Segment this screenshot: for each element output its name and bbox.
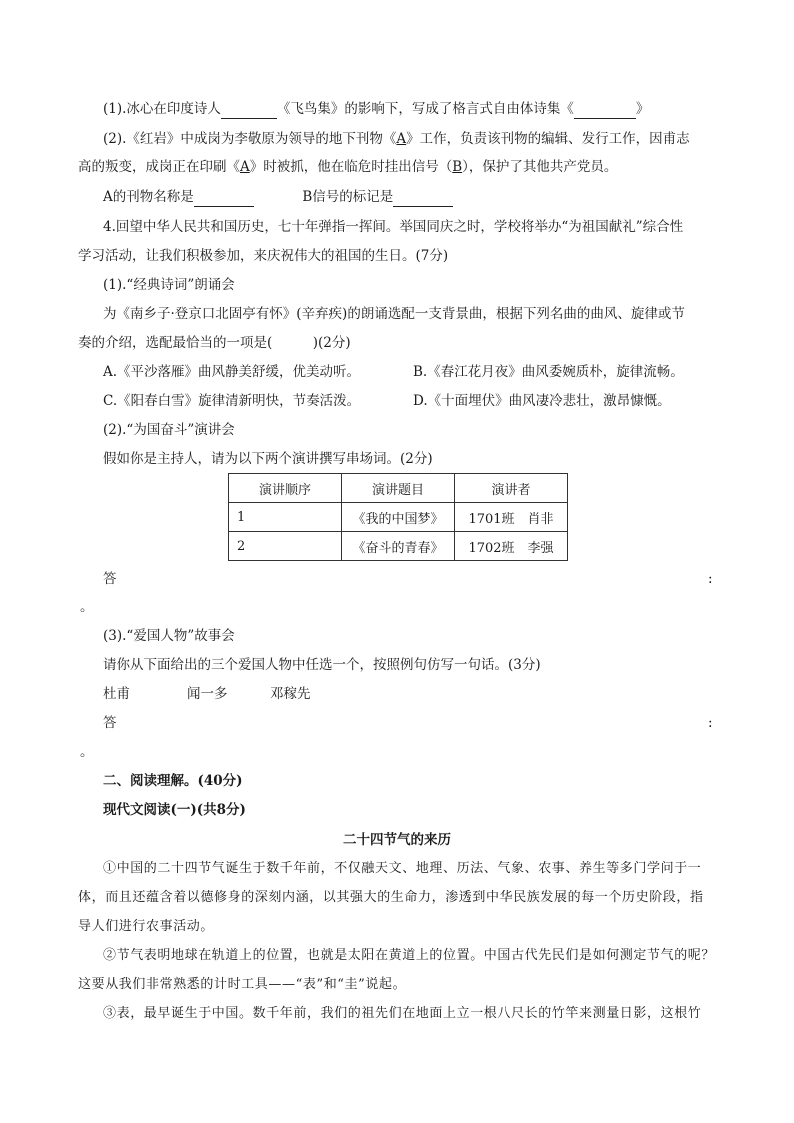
- table-row: [229, 532, 568, 561]
- q3-line-1: (1).冰心在印度诗人 《飞鸟集》的影响下，写成了格言式自由体诗集《 》: [103, 101, 650, 117]
- paragraph-1-line-1: ①中国的二十四节气诞生于数千年前，不仅融天文、地理、历法、气象、农事、养生等多门学问于一: [103, 861, 702, 876]
- answer-colon-1: :: [708, 571, 713, 587]
- paragraph-1-line-2: 体，而且还蕴含着以德修身的深刻内涵，以其强大的生命力，渗透到中华民族发展的每一个历史阶段，指: [78, 890, 704, 905]
- article-title: 二十四节气的来历: [343, 832, 451, 848]
- table-cell: 《奋斗的青春》: [342, 532, 455, 561]
- person-deng-jiaxian: 邓稼先: [270, 686, 311, 702]
- table-header: 演讲顺序: [229, 474, 342, 503]
- paragraph-2-line-2: 这要从我们非常熟悉的计时工具——“表”和“圭”说起。: [78, 977, 407, 992]
- q4-sub2-text: 假如你是主持人，请为以下两个演讲撰写串场词。(2分): [103, 451, 433, 467]
- paragraph-3-line-1: ③表，最早诞生于中国。数千年前，我们的祖先们在地面上立一根八尺长的竹竿来测量日影，这根竹: [103, 1006, 702, 1021]
- option-c[interactable]: C.《阳春白雪》旋律清新明快，节奏活泼。: [103, 393, 361, 409]
- blank-collection[interactable]: [574, 100, 636, 119]
- option-d[interactable]: D.《十面埋伏》曲风凄冷悲壮，激昂慷慨。: [413, 393, 671, 409]
- mark-a: A: [396, 131, 407, 147]
- option-b[interactable]: B.《春江花月夜》曲风委婉质朴，旋律流畅。: [413, 364, 684, 380]
- option-a[interactable]: A.《平沙落雁》曲风静美舒缓，优美动听。: [103, 364, 361, 380]
- table-cell: 1702班 李强: [455, 532, 568, 561]
- answer-period-1: 。: [80, 599, 94, 615]
- q4-sub1-text-2: 奏的介绍，选配最恰当的一项是( )(2分): [78, 335, 351, 351]
- q4-sub1-title: (1).“经典诗词”朗诵会: [103, 277, 235, 293]
- speech-table: [228, 473, 568, 561]
- paragraph-2-line-1: ②节气表明地球在轨道上的位置，也就是太阳在黄道上的位置。中国古代先民们是如何测定节气的呢？: [103, 948, 716, 963]
- table-header-row: [229, 474, 568, 503]
- q4-sub2-title: (2).“为国奋斗”演讲会: [103, 422, 235, 438]
- blank-poet[interactable]: [221, 100, 277, 119]
- blank-journal-name[interactable]: [194, 188, 254, 207]
- blank-signal-mark[interactable]: [393, 188, 453, 207]
- paragraph-1-line-3: 导人们进行农事活动。: [78, 919, 215, 934]
- q3-line-4: A的刊物名称是 B信号的标记是: [103, 188, 453, 207]
- mark-b: B: [452, 159, 463, 175]
- table-header: 演讲题目: [342, 474, 455, 503]
- table-cell: 1701班 肖非: [455, 503, 568, 532]
- person-wen-yiduo: 闻一多: [187, 686, 228, 702]
- table-cell: 《我的中国梦》: [342, 503, 455, 532]
- q4-sub3-title: (3).“爱国人物”故事会: [103, 628, 235, 644]
- section-subtitle: 现代文阅读(一)(共8分): [103, 802, 246, 818]
- q4-sub3-text: 请你从下面给出的三个爱国人物中任选一个，按照例句仿写一句话。(3分): [103, 657, 541, 673]
- answer-colon-2: :: [708, 715, 713, 731]
- answer-period-2: 。: [80, 744, 94, 760]
- q3-line-2: (2).《红岩》中成岗为李敬原为领导的地下刊物《A》工作，负责该刊物的编辑、发行工作，因甫志: [103, 131, 690, 147]
- q4-intro-1: 4.回望中华人民共和国历史，七十年弹指一挥间。举国同庆之时，学校将举办“为祖国献礼”综合性: [103, 219, 684, 235]
- q4-sub1-text-1: 为《南乡子·登京口北固亭有怀》(辛弃疾)的朗诵选配一支背景曲，根据下列名曲的曲风、旋律或节: [103, 306, 685, 322]
- q3-line-3: 高的叛变，成岗正在印刷《A》时被抓，他在临危时挂出信号（B），保护了其他共产党员。: [78, 159, 618, 175]
- table-cell: 1: [229, 503, 342, 532]
- table-cell: 2: [229, 532, 342, 561]
- answer-label-1: 答: [103, 571, 117, 587]
- table-row: [229, 503, 568, 532]
- answer-label-2: 答: [103, 715, 117, 731]
- mark-a-2: A: [240, 159, 250, 175]
- person-du-fu: 杜甫: [103, 686, 130, 702]
- table-header: 演讲者: [455, 474, 568, 503]
- q4-intro-2: 学习活动，让我们积极参加，来庆祝伟大的祖国的生日。(7分): [78, 248, 449, 264]
- section-title: 二、阅读理解。(40分): [103, 773, 243, 789]
